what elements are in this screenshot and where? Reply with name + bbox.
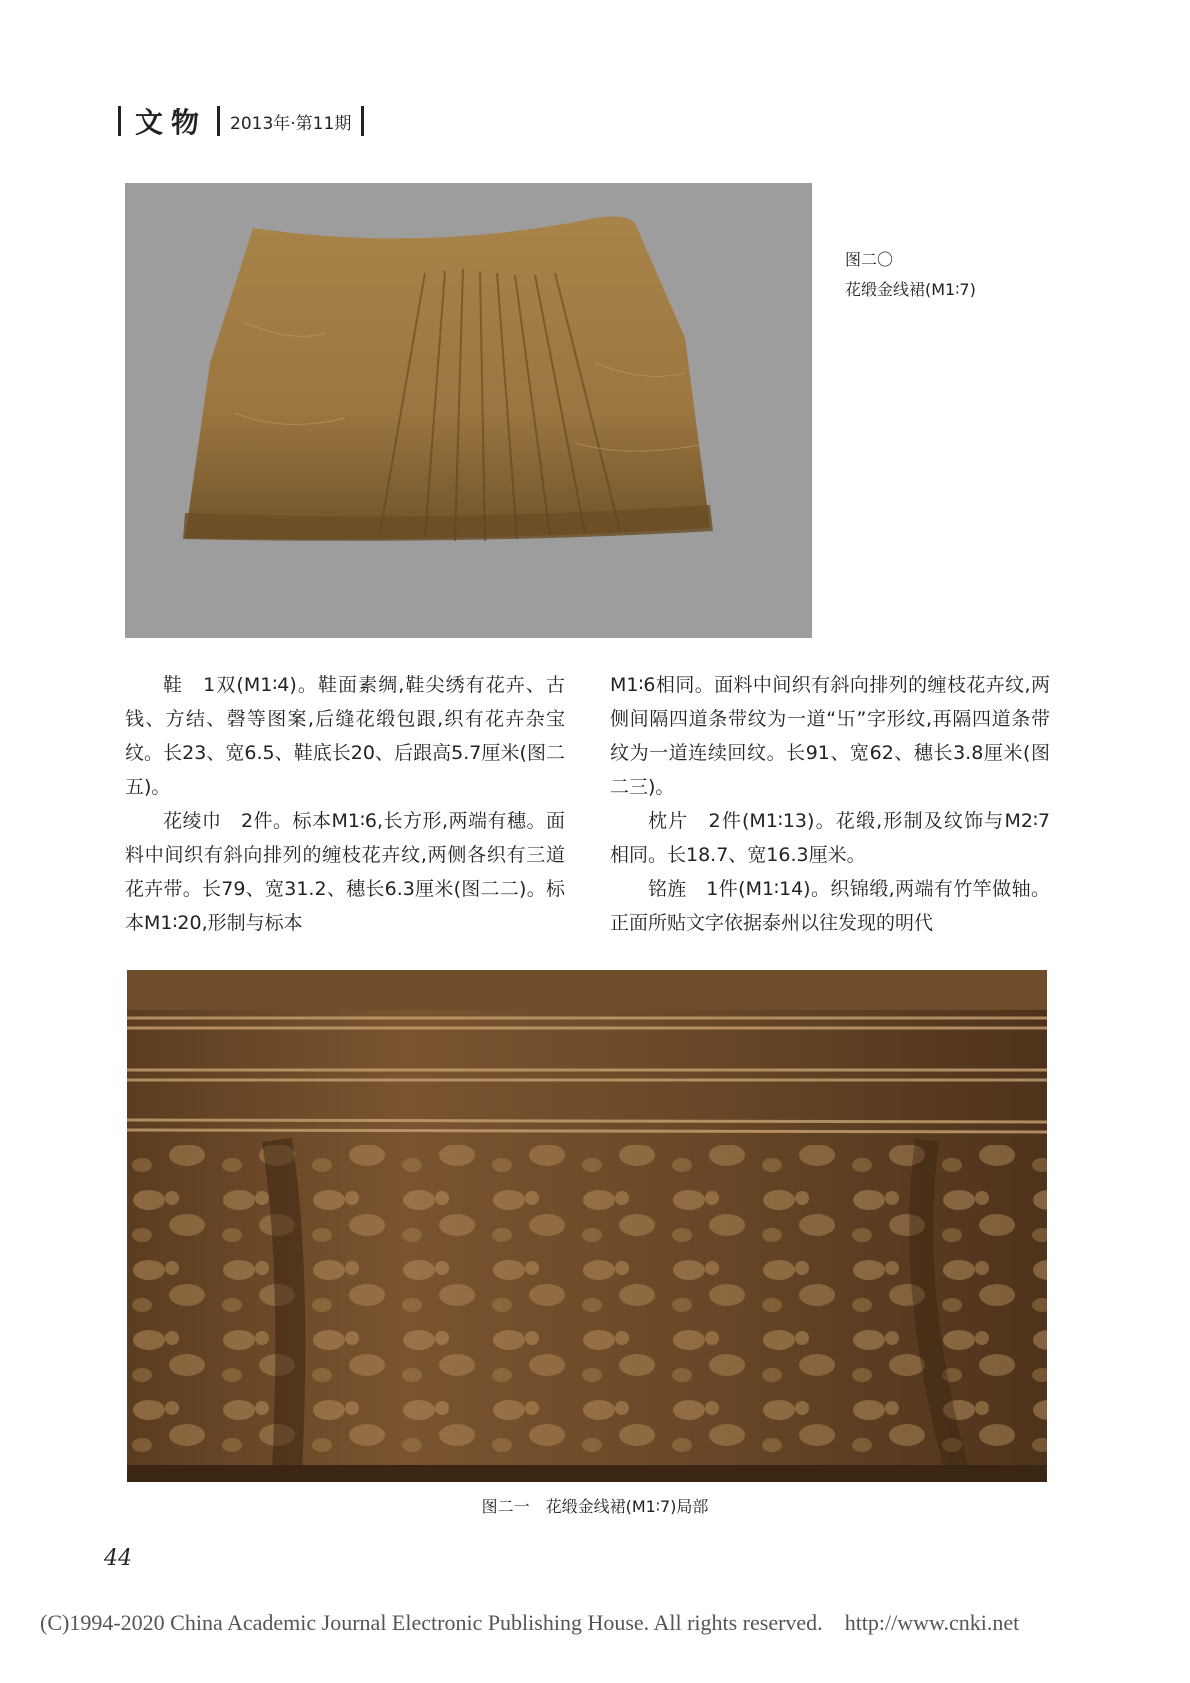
item-text: M1∶6相同。面料中间织有斜向排列的缠枝花卉纹,两侧间隔四道条带纹为一道“卐”字形纹,再隔四道条带纹为一道连续回纹。长91、宽62、穗长3.8厘米(图二三)。 [610, 674, 1050, 798]
figure-21-caption: 图二一 花缎金线裙(M1∶7)局部 [481, 1497, 709, 1516]
paragraph-scarf-continued [610, 668, 1050, 804]
fabric-detail-illustration [127, 970, 1047, 1482]
header-rule-middle [217, 106, 220, 136]
copyright-footer [40, 1610, 1019, 1636]
skirt-illustration [125, 183, 812, 638]
item-text: 1件(M1∶14)。织锦缎,两端有竹竿做轴。正面所贴文字依据泰州以往发现的明代 [610, 878, 1050, 934]
figure-21-photo [127, 970, 1047, 1482]
header-rule-right [361, 106, 364, 136]
paragraph-scarf [125, 804, 565, 940]
item-term: 铭旌 [648, 878, 687, 900]
header-rule-left [118, 106, 121, 136]
item-text: 2件(M1∶13)。花缎,形制及纹饰与M2∶7相同。长18.7、宽16.3厘米。 [610, 810, 1050, 866]
item-text: 2件。标本M1∶6,长方形,两端有穗。面料中间织有斜向排列的缠枝花卉纹,两侧各织有三道花卉带。长79、宽31.2、穗长6.3厘米(图二二)。标本M1∶20,形制与标本 [125, 810, 565, 934]
figure-20-photo [125, 183, 812, 638]
figure-20-caption [845, 245, 976, 305]
figure-20-number: 图二〇 [845, 250, 894, 269]
paragraph-pillow [610, 804, 1050, 872]
item-term: 花绫巾 [163, 810, 222, 832]
running-header [118, 104, 364, 138]
paragraph-shoes [125, 668, 565, 804]
figure-20-title: 花缎金线裙(M1∶7) [845, 280, 976, 299]
footer-url: http://www.cnki.net [844, 1610, 1020, 1635]
paragraph-banner [610, 872, 1050, 940]
item-text: 1双(M1∶4)。鞋面素绸,鞋尖绣有花卉、古钱、方结、磬等图案,后缝花缎包跟,织有花卉杂宝纹。长23、宽6.5、鞋底长20、后跟高5.7厘米(图二五)。 [125, 674, 565, 798]
issue-info: 2013年·第11期 [230, 113, 352, 134]
text-column-right [610, 668, 1050, 940]
page-number: 44 [104, 1546, 132, 1571]
text-column-left [125, 668, 565, 940]
item-term: 枕片 [648, 810, 689, 832]
item-term: 鞋 [163, 674, 184, 696]
copyright-text: (C)1994-2020 China Academic Journal Electronic Publishing House. All rights reserved. [40, 1610, 823, 1635]
journal-title: 文物 [135, 106, 208, 139]
